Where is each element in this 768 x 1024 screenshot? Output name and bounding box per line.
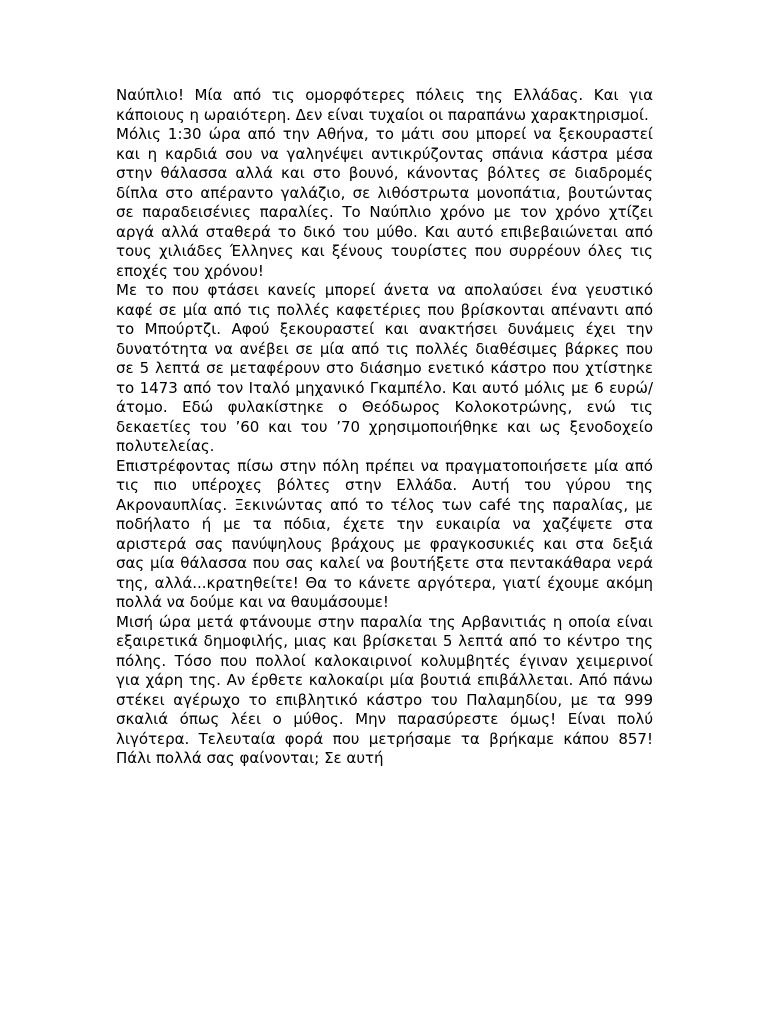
paragraph-intro: Ναύπλιο! Μία από τις ομορφότερες πόλεις της Ελλάδας. Και για κάποιους η ωραιότερη. Δεν είναι τυχαίοι οι παραπάνω χαρακτηρισμοί. xyxy=(116,86,653,124)
paragraph-bourtzi: Με το που φτάσει κανείς μπορεί άνετα να απολαύσει ένα γευστικό καφέ σε μία από τις πολλές καφετέριες που βρίσκονται απέναντι από το Μπούρτζι. Αφού ξεκουραστεί και ανακτήσει δυνάμεις έχει την δυνατότητα να ανέβει σε μία από τις πολλές διαθέσιμες βάρκες που σε 5 λεπτά σε μεταφέρουν στο διάσημο ενετικό κάστρο που χτίστηκε το 1473 από τον Ιταλό μηχανικό Γκαμπέλο. Και αυτό μόλις με 6 ευρώ/ άτομο. Εδώ φυλακίστηκε ο Θεόδωρος Κολοκοτρώνης, ενώ τις δεκαετίες του ’60 και του ’70 χρησιμοποιήθηκε και ως ξενοδοχείο πολυτελείας. xyxy=(116,281,653,455)
paragraph-akronafplia-walk: Επιστρέφοντας πίσω στην πόλη πρέπει να πραγματοποιήσετε μία από τις πιο υπέροχες βόλτες στην Ελλάδα. Αυτή του γύρου της Ακροναυπλίας. Ξεκινώντας από το τέλος των café της παραλίας, με ποδήλατο ή με τα πόδια, έχετε την ευκαιρία να χαζέψετε στα αριστερά σας πανύψηλους βράχους με φραγκοσυκιές και στα δεξιά σας μία θάλασσα που σας καλεί να βουτήξετε στα πεντακάθαρα νερά της, αλλά...κρατηθείτε! Θα το κάνετε αργότερα, γιατί έχουμε ακόμη πολλά να δούμε και να θαυμάσουμε! xyxy=(116,456,653,611)
paragraph-athens-distance: Μόλις 1:30 ώρα από την Αθήνα, το μάτι σου μπορεί να ξεκουραστεί και η καρδιά σου να γαληνέψει αντικρύζοντας σπάνια κάστρα μέσα στην θάλασσα αλλά και στο βουνό, κάνοντας βόλτες σε διαδρομές δίπλα στο απέραντο γαλάζιο, σε λιθόστρωτα μονοπάτια, βουτώντας σε παραδεισένιες παραλίες. Το Ναύπλιο χρόνο με τον χρόνο χτίζει αργά αλλά σταθερά το δικό του μύθο. Και αυτό επιβεβαιώνεται από τους χιλιάδες Έλληνες και ξένους τουρίστες που συρρέουν όλες τις εποχές του χρόνου! xyxy=(116,125,653,280)
paragraph-arvanitia-beach: Μισή ώρα μετά φτάνουμε στην παραλία της Αρβανιτιάς η οποία είναι εξαιρετικά δημοφιλής, μιας και βρίσκεται 5 λεπτά από το κέντρο της πόλης. Τόσο που πολλοί καλοκαιρινοί κολυμβητές έγιναν χειμερινοί για χάρη της. Αν έρθετε καλοκαίρι μία βουτιά επιβάλλεται. Από πάνω στέκει αγέρωχο το επιβλητικό κάστρο του Παλαμηδίου, με τα 999 σκαλιά όπως λέει ο μύθος. Μην παρασύρεστε όμως! Είναι πολύ λιγότερα. Τελευταία φορά που μετρήσαμε τα βρήκαμε κάπου 857! Πάλι πολλά σας φαίνονται; Σε αυτή xyxy=(116,612,653,767)
article-body xyxy=(116,86,653,769)
